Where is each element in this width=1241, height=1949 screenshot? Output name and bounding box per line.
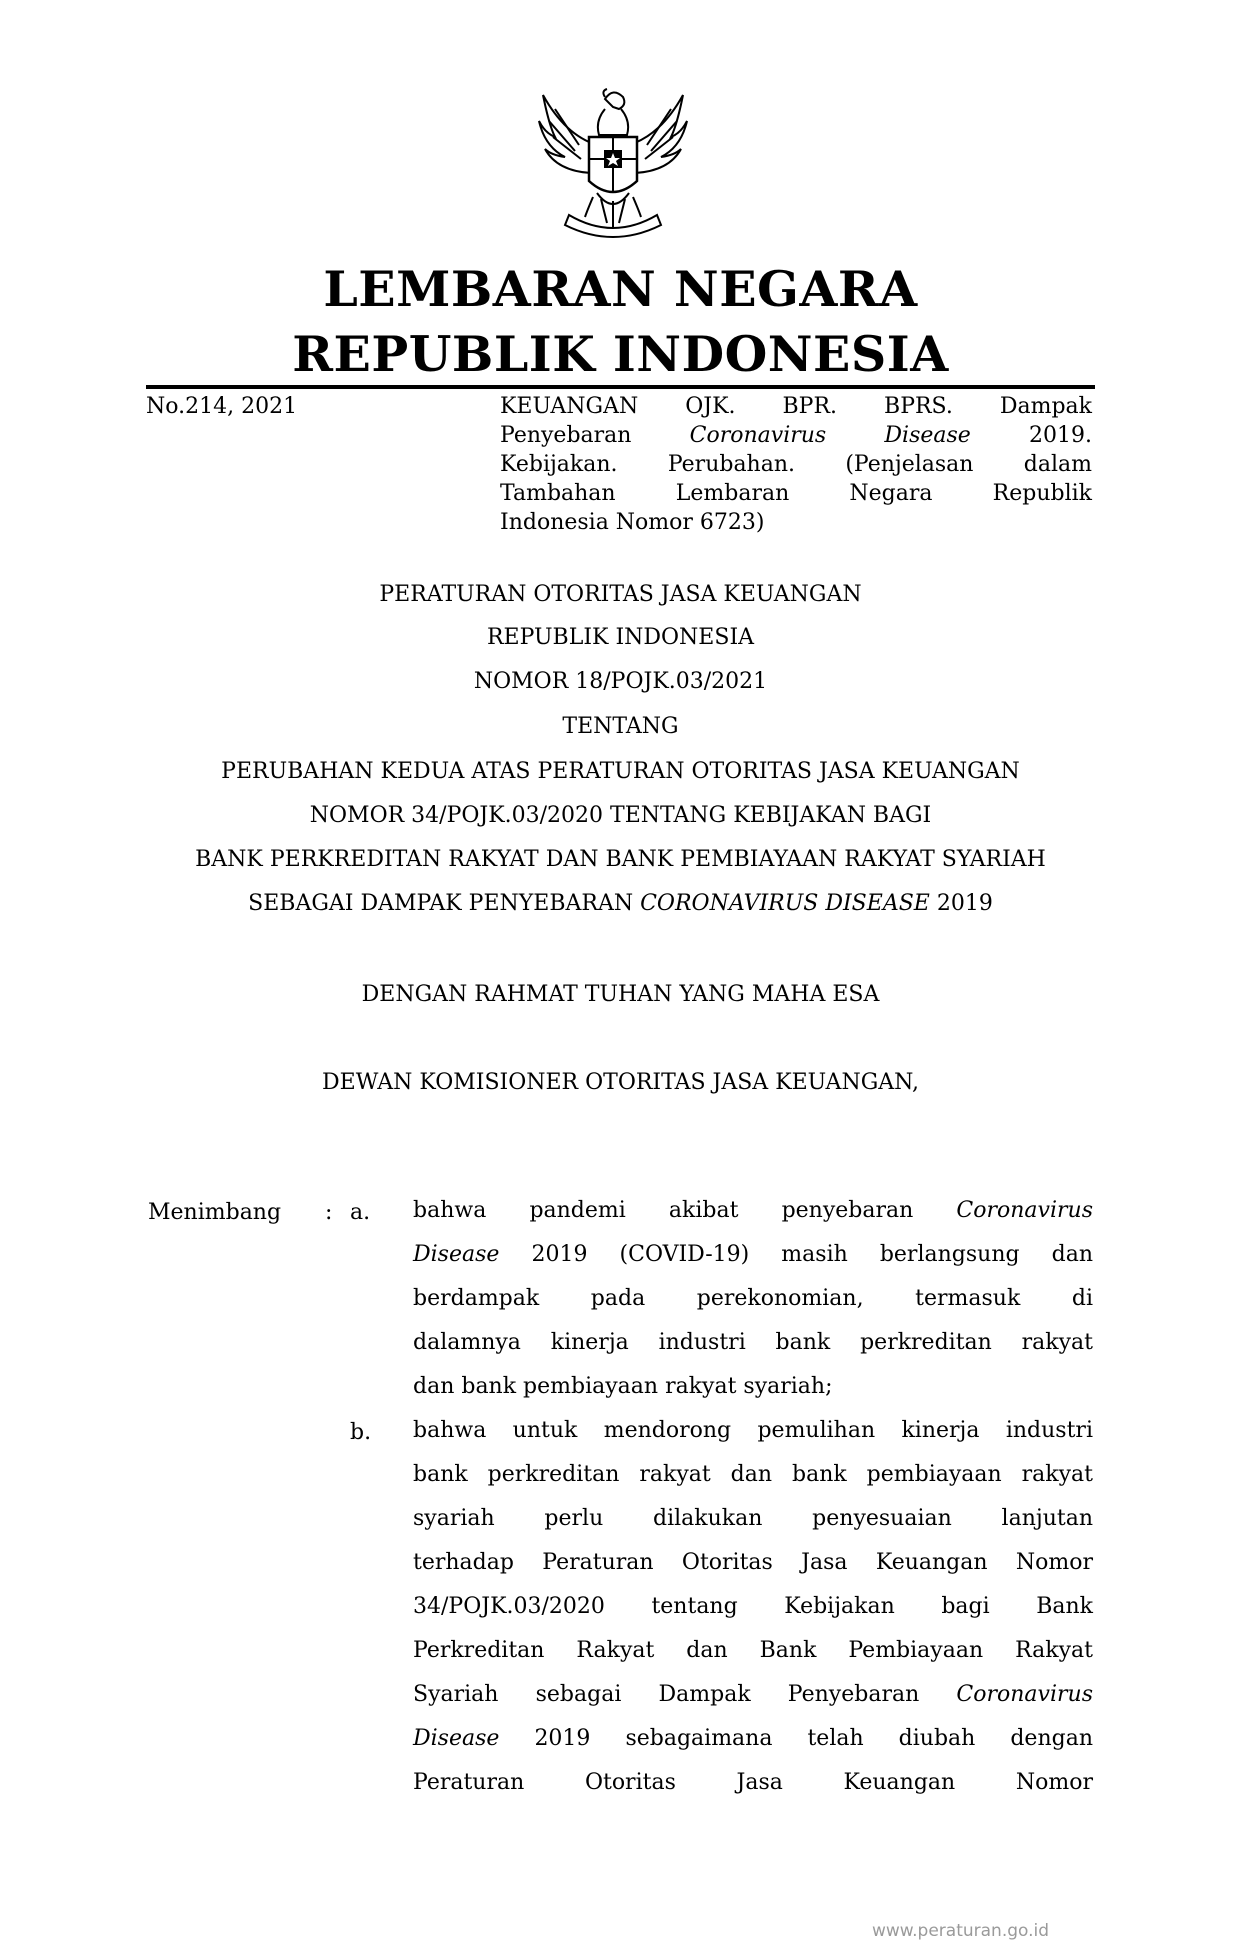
gazette-number: No.214, 2021 <box>146 394 298 419</box>
header-rule <box>146 385 1095 389</box>
summary-line: Kebijakan. Perubahan. (Penjelasan dalam <box>500 452 1092 477</box>
regulation-about-line: NOMOR 34/POJK.03/2020 TENTANG KEBIJAKAN BAGI <box>309 803 932 828</box>
item-line: 34/POJK.03/2020 tentang Kebijakan bagi Bank <box>413 1594 1093 1619</box>
item-line: bahwa pandemi akibat penyebaran Coronavirus <box>413 1198 1093 1223</box>
title-line-2: REPUBLIK INDONESIA <box>292 325 949 383</box>
regulation-number: NOMOR 18/POJK.03/2021 <box>473 669 768 694</box>
regulation-title-1: PERATURAN OTORITAS JASA KEUANGAN <box>379 582 862 607</box>
item-line: dalamnya kinerja industri bank perkreditan rakyat <box>413 1330 1093 1355</box>
considering-label: Menimbang <box>148 1200 282 1225</box>
item-line: Perkreditan Rakyat dan Bank Pembiayaan Rakyat <box>413 1638 1093 1663</box>
garuda-emblem-icon <box>535 85 691 243</box>
regulation-about-line: BANK PERKREDITAN RAKYAT DAN BANK PEMBIAYAAN RAKYAT SYARIAH <box>195 847 1046 872</box>
title-line-1: LEMBARAN NEGARA <box>323 260 918 318</box>
invocation: DENGAN RAHMAT TUHAN YANG MAHA ESA <box>361 982 880 1007</box>
summary-line: KEUANGAN OJK. BPR. BPRS. Dampak <box>500 394 1092 419</box>
item-line: bank perkreditan rakyat dan bank pembiayaan rakyat <box>413 1462 1093 1487</box>
summary-line: Penyebaran Coronavirus Disease 2019. <box>500 423 1092 448</box>
summary-line: Indonesia Nomor 6723) <box>500 510 765 535</box>
regulation-tentang: TENTANG <box>562 714 679 739</box>
item-line: berdampak pada perekonomian, termasuk di <box>413 1286 1093 1311</box>
item-b-text <box>413 1409 1093 1805</box>
item-line: syariah perlu dilakukan penyesuaian lanjutan <box>413 1506 1093 1531</box>
considering-colon: : <box>325 1200 333 1225</box>
watermark: www.peraturan.go.id <box>872 1921 1050 1941</box>
gazette-summary <box>500 392 1092 537</box>
regulation-about-line: SEBAGAI DAMPAK PENYEBARAN CORONAVIRUS DISEASE 2019 <box>248 891 993 916</box>
item-a-text <box>413 1189 1093 1409</box>
authority: DEWAN KOMISIONER OTORITAS JASA KEUANGAN, <box>322 1070 919 1095</box>
item-letter-b: b. <box>350 1420 372 1445</box>
regulation-about-line: PERUBAHAN KEDUA ATAS PERATURAN OTORITAS JASA KEUANGAN <box>221 759 1020 784</box>
item-letter-a: a. <box>350 1200 371 1225</box>
item-line: Disease 2019 (COVID-19) masih berlangsung dan <box>413 1242 1093 1267</box>
summary-line: Tambahan Lembaran Negara Republik <box>500 481 1092 506</box>
item-line: dan bank pembiayaan rakyat syariah; <box>413 1374 833 1399</box>
item-line: terhadap Peraturan Otoritas Jasa Keuangan Nomor <box>413 1550 1093 1575</box>
item-line: Disease 2019 sebagaimana telah diubah dengan <box>413 1726 1093 1751</box>
item-line: bahwa untuk mendorong pemulihan kinerja industri <box>413 1418 1093 1443</box>
regulation-title-2: REPUBLIK INDONESIA <box>486 625 755 650</box>
item-line: Peraturan Otoritas Jasa Keuangan Nomor <box>413 1770 1093 1795</box>
item-line: Syariah sebagai Dampak Penyebaran Coronavirus <box>413 1682 1093 1707</box>
